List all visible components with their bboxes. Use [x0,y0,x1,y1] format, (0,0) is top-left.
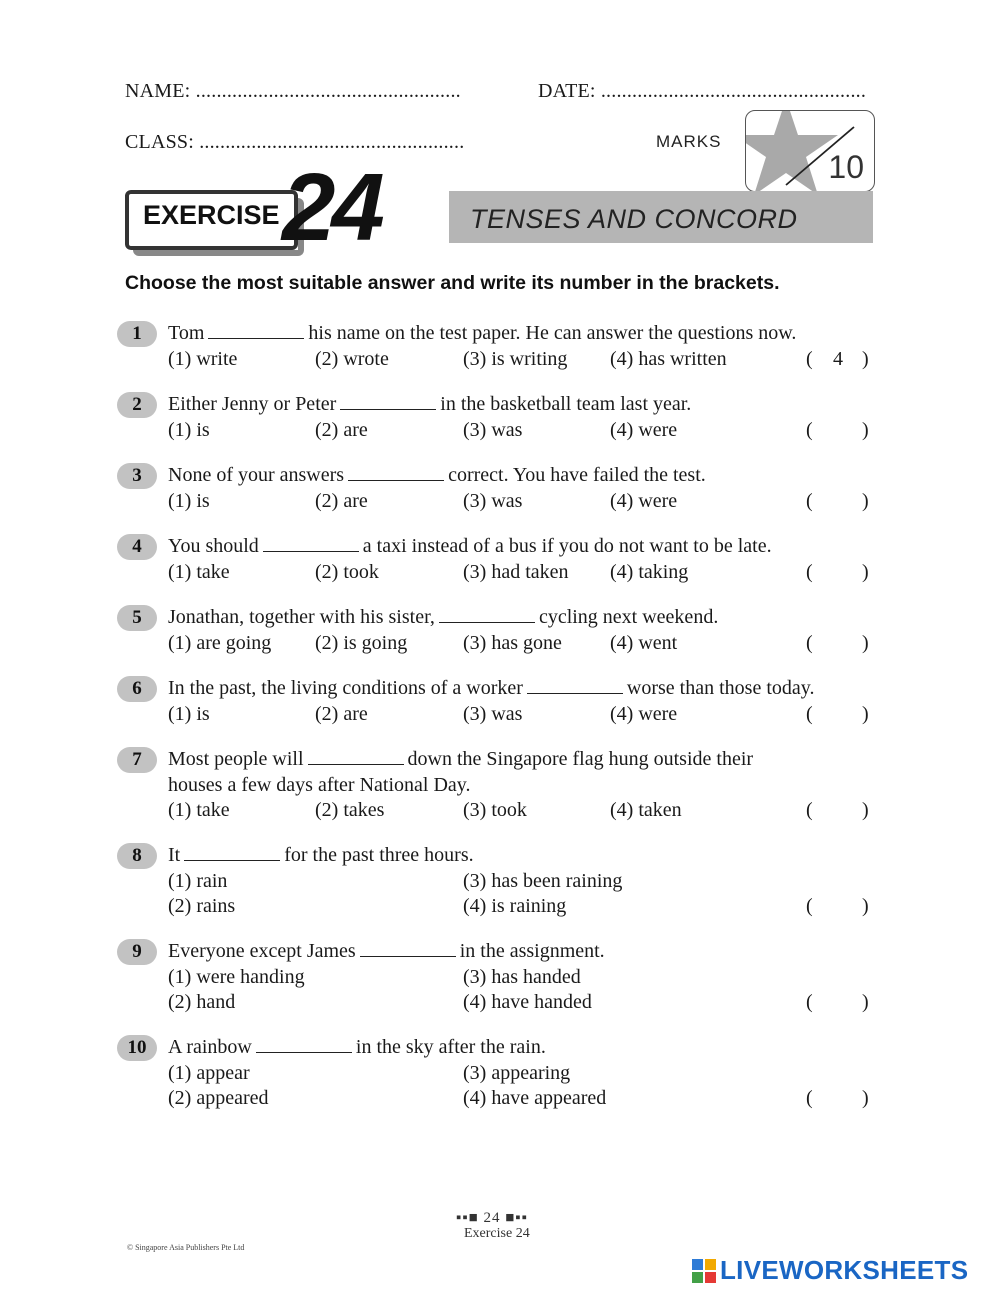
copyright: © Singapore Asia Publishers Pte Ltd [127,1243,245,1252]
question-text [168,535,772,558]
question-number: 2 [117,392,157,418]
option: (1) take [168,799,230,821]
option: (2) hand [168,991,236,1013]
question-text-end: his name on the test paper. He can answer the questions now. [308,322,797,344]
question-text [168,748,753,771]
option: (1) write [168,348,238,370]
option: (3) has been raining [463,870,623,892]
option: (4) were [610,490,678,512]
question-text-end: for the past three hours. [284,844,474,866]
date-field[interactable]: DATE: ................................................... [538,80,867,102]
instruction: Choose the most suitable answer and write its number in the brackets. [125,272,780,294]
question-text-start: It [168,844,181,866]
answer-bracket-close: ) [862,991,869,1013]
question-text-start: None of your answers [168,464,345,486]
option: (4) taken [610,799,682,821]
option: (1) are going [168,632,272,654]
question-text [168,464,706,487]
answer-blank [439,621,535,623]
answer-blank [308,763,404,765]
topic-title: TENSES AND CONCORD [470,204,798,234]
answer-bracket-close: ) [862,561,869,583]
option: (3) appearing [463,1062,571,1084]
question-number: 9 [117,939,157,965]
answer-bracket-close: ) [862,632,869,654]
question-number: 6 [117,676,157,702]
marks-total: 10 [828,149,864,185]
question-number: 7 [117,747,157,773]
question-text-end: cycling next weekend. [538,606,719,628]
question-text-start: Tom [168,322,205,344]
question-text-end: in the assignment. [459,940,605,962]
option: (1) is [168,490,210,512]
name-field[interactable]: NAME: ................................................... [125,80,461,102]
question-text [168,677,814,700]
option: (1) is [168,419,210,441]
option: (2) appeared [168,1087,269,1109]
answer-bracket-close: ) [862,703,869,725]
option: (2) rains [168,895,236,917]
question-text-end: down the Singapore flag hung outside their [407,748,754,770]
question-number: 4 [117,534,157,560]
question-text-end: a taxi instead of a bus if you do not want to be late. [362,535,772,557]
answer-blank [340,408,436,410]
exercise-number: 24 [282,154,381,261]
liveworksheets-logo-icon [692,1259,716,1283]
question-number: 3 [117,463,157,489]
option: (4) has written [610,348,727,370]
answer-bracket-close: ) [862,895,869,917]
answer-blank [527,692,623,694]
footer-exercise: Exercise 24 [464,1226,530,1241]
answer-bracket-open: ( [806,348,813,370]
answer-bracket-open: ( [806,490,813,512]
option: (2) are [315,490,368,512]
answer-bracket-open: ( [806,991,813,1013]
answer-blank [348,479,444,481]
option: (4) have appeared [463,1087,607,1109]
question-text-end: correct. You have failed the test. [448,464,706,486]
question-text-start: In the past, the living conditions of a worker [168,677,523,699]
answer-bracket-open: ( [806,561,813,583]
answer-blank [263,550,359,552]
question-text-start: You should [168,535,259,557]
question-text [168,393,691,416]
question-text [168,322,796,345]
liveworksheets-brand[interactable]: LIVEWORKSHEETS [720,1255,969,1285]
question-text [168,606,718,629]
question-number: 5 [117,605,157,631]
answer-blank [184,859,280,861]
question-text-end: worse than those today. [626,677,815,699]
marks-box[interactable] [745,110,875,192]
class-field[interactable]: CLASS: ................................................... [125,131,465,153]
option: (1) appear [168,1062,250,1084]
answer-bracket-close: ) [862,1087,869,1109]
option: (4) were [610,419,678,441]
question-number: 8 [117,843,157,869]
question-text-continued: houses a few days after National Day. [168,774,471,796]
answer-bracket-close: ) [862,799,869,821]
option: (3) has gone [463,632,562,654]
question-text-start: A rainbow [168,1036,252,1058]
option: (4) have handed [463,991,592,1013]
option: (2) is going [315,632,408,654]
question-text-end: in the basketball team last year. [440,393,692,415]
question-number: 10 [117,1035,157,1061]
option: (1) is [168,703,210,725]
question-text-start: Jonathan, together with his sister, [168,606,435,628]
option: (2) are [315,703,368,725]
option: (1) rain [168,870,228,892]
exercise-label: EXERCISE [143,200,280,230]
option: (2) took [315,561,379,583]
option: (2) wrote [315,348,389,370]
marks-label: MARKS [656,132,722,151]
option: (3) had taken [463,561,569,583]
option: (2) takes [315,799,385,821]
option: (3) has handed [463,966,581,988]
page-number: ▪▪■ 24 ■▪▪ [456,1210,528,1226]
option: (3) took [463,799,527,821]
option: (4) went [610,632,678,654]
question-text [168,1036,546,1059]
question-text-start: Everyone except James [168,940,356,962]
answer-bracket-open: ( [806,1087,813,1109]
option: (1) were handing [168,966,305,988]
answer-bracket-close: ) [862,348,869,370]
answer-bracket-open: ( [806,703,813,725]
option: (4) is raining [463,895,567,917]
option: (4) taking [610,561,689,583]
option: (3) is writing [463,348,568,370]
option: (3) was [463,703,523,725]
question-text-start: Most people will [168,748,304,770]
answer-bracket-open: ( [806,799,813,821]
question-text [168,844,474,867]
question-text-end: in the sky after the rain. [355,1036,546,1058]
option: (3) was [463,419,523,441]
option: (1) take [168,561,230,583]
option: (2) are [315,419,368,441]
question-number: 1 [117,321,157,347]
answer-bracket-close: ) [862,419,869,441]
answer-blank [208,337,304,339]
question-text [168,940,605,963]
question-text-start: Either Jenny or Peter [168,393,337,415]
answer-bracket-open: ( [806,895,813,917]
option: (4) were [610,703,678,725]
answer-blank [360,955,456,957]
answer-bracket-open: ( [806,419,813,441]
answer-input[interactable]: 4 [833,348,843,370]
answer-bracket-open: ( [806,632,813,654]
option: (3) was [463,490,523,512]
answer-blank [256,1051,352,1053]
answer-bracket-close: ) [862,490,869,512]
